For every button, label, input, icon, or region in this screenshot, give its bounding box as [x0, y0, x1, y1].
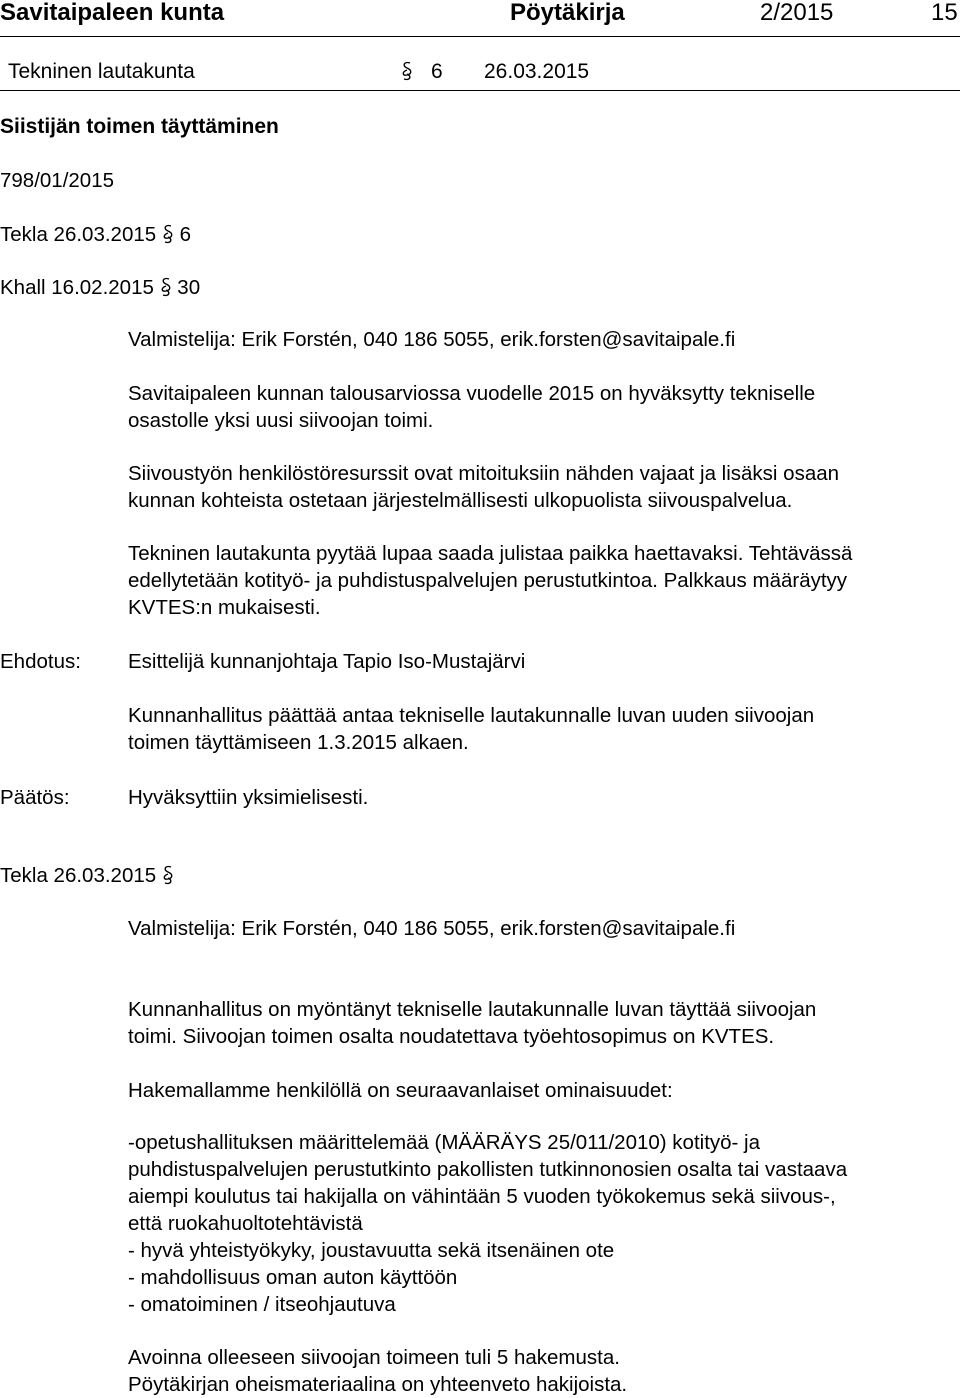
paragraph-line: toimen täyttämiseen 1.3.2015 alkaen.: [128, 731, 469, 754]
list-item: - mahdollisuus oman auton käyttöön: [128, 1266, 458, 1289]
paragraph-line: kunnan kohteista ostetaan järjestelmällisesti ulkopuolista siivouspalvelua.: [128, 489, 793, 512]
paragraph: [128, 540, 960, 621]
paragraph: [128, 380, 960, 434]
decision-text: Hyväksyttiin yksimielisesti.: [128, 786, 369, 809]
paragraph-line: Kunnanhallitus päättää antaa tekniselle lautakunnalle luvan uuden siivoojan: [128, 704, 815, 727]
requirements-intro: Hakemallamme henkilöllä on seuraavanlaiset ominaisuudet:: [128, 1079, 673, 1102]
page-number: 15: [931, 0, 958, 26]
list-item: aiempi koulutus tai hakijalla on vähintään 5 vuoden työkokemus sekä siivous-,: [128, 1185, 836, 1208]
section-mark-icon: [162, 223, 174, 245]
document-number: 2/2015: [760, 0, 834, 26]
paragraph-line: Pöytäkirjan oheismateriaalina on yhteenveto hakijoista.: [128, 1373, 628, 1396]
item-title: Siistijän toimen täyttäminen: [0, 115, 279, 138]
paragraph-line: toimi. Siivoojan toimen osalta noudatettava työehtosopimus on KVTES.: [128, 1025, 775, 1048]
history-entry: [0, 221, 191, 248]
current-body: [0, 862, 174, 889]
list-item: - omatoiminen / itseohjautuva: [128, 1293, 396, 1316]
list-item: - hyvä yhteistyökyky, joustavuutta sekä itsenäinen ote: [128, 1239, 615, 1262]
paragraph-line: KVTES:n mukaisesti.: [128, 596, 321, 619]
current-body-label: Tekla 26.03.2015: [0, 864, 157, 887]
municipality-name: Savitaipaleen kunta: [0, 0, 225, 26]
meeting-date: 26.03.2015: [484, 60, 590, 83]
item-reference: 798/01/2015: [0, 169, 115, 192]
paragraph: [128, 460, 960, 514]
list-item: että ruokahuoltotehtävistä: [128, 1212, 363, 1235]
proposal-text: [128, 702, 960, 756]
paragraph-line: Siivoustyön henkilöstöresurssit ovat mitoituksiin nähden vajaat ja lisäksi osaan: [128, 462, 840, 485]
meeting-section: 6: [431, 60, 443, 83]
section-mark-icon: [162, 864, 174, 886]
paragraph-line: Avoinna olleeseen siivoojan toimeen tuli 5 hakemusta.: [128, 1346, 620, 1369]
paragraph-line: osastolle yksi uusi siivoojan toimi.: [128, 409, 434, 432]
proposal-label: Ehdotus:: [0, 650, 81, 673]
proposal-presenter: Esittelijä kunnanjohtaja Tapio Iso-Mustajärvi: [128, 650, 526, 673]
closing-paragraph: [128, 1344, 960, 1398]
paragraph-line: Tekninen lautakunta pyytää lupaa saada julistaa paikka haettavaksi. Tehtävässä: [128, 542, 853, 565]
board-name: Tekninen lautakunta: [8, 60, 195, 83]
list-item: puhdistuspalvelujen perustutkinto pakollisten tutkinnonosien osalta tai vastaava: [128, 1158, 848, 1181]
preparer-line: Valmistelija: Erik Forstén, 040 186 5055, erik.forsten@savitaipale.fi: [128, 328, 736, 351]
history-body: Khall 16.02.2015: [0, 276, 154, 299]
section-mark-icon: [401, 59, 413, 85]
history-body: Tekla 26.03.2015: [0, 223, 157, 246]
history-section: 30: [177, 276, 201, 299]
history-section: 6: [179, 223, 191, 246]
document-type: Pöytäkirja: [510, 0, 625, 26]
section-mark-icon: [160, 276, 172, 298]
meeting-rule: [0, 90, 960, 91]
list-item: -opetushallituksen määrittelemää (MÄÄRÄYS 25/011/2010) kotityö- ja: [128, 1131, 761, 1154]
paragraph-line: edellytetään kotityö- ja puhdistuspalvelujen perustutkintoa. Palkkaus määräytyy: [128, 569, 848, 592]
paragraph-line: Kunnanhallitus on myöntänyt tekniselle lautakunnalle luvan täyttää siivoojan: [128, 998, 817, 1021]
paragraph: [128, 996, 960, 1050]
paragraph-line: Savitaipaleen kunnan talousarviossa vuodelle 2015 on hyväksytty tekniselle: [128, 382, 816, 405]
requirements-list: [128, 1129, 960, 1318]
history-entry: [0, 274, 200, 301]
header-rule: [0, 36, 960, 37]
preparer-line: Valmistelija: Erik Forstén, 040 186 5055, erik.forsten@savitaipale.fi: [128, 917, 736, 940]
decision-label: Päätös:: [0, 786, 70, 809]
